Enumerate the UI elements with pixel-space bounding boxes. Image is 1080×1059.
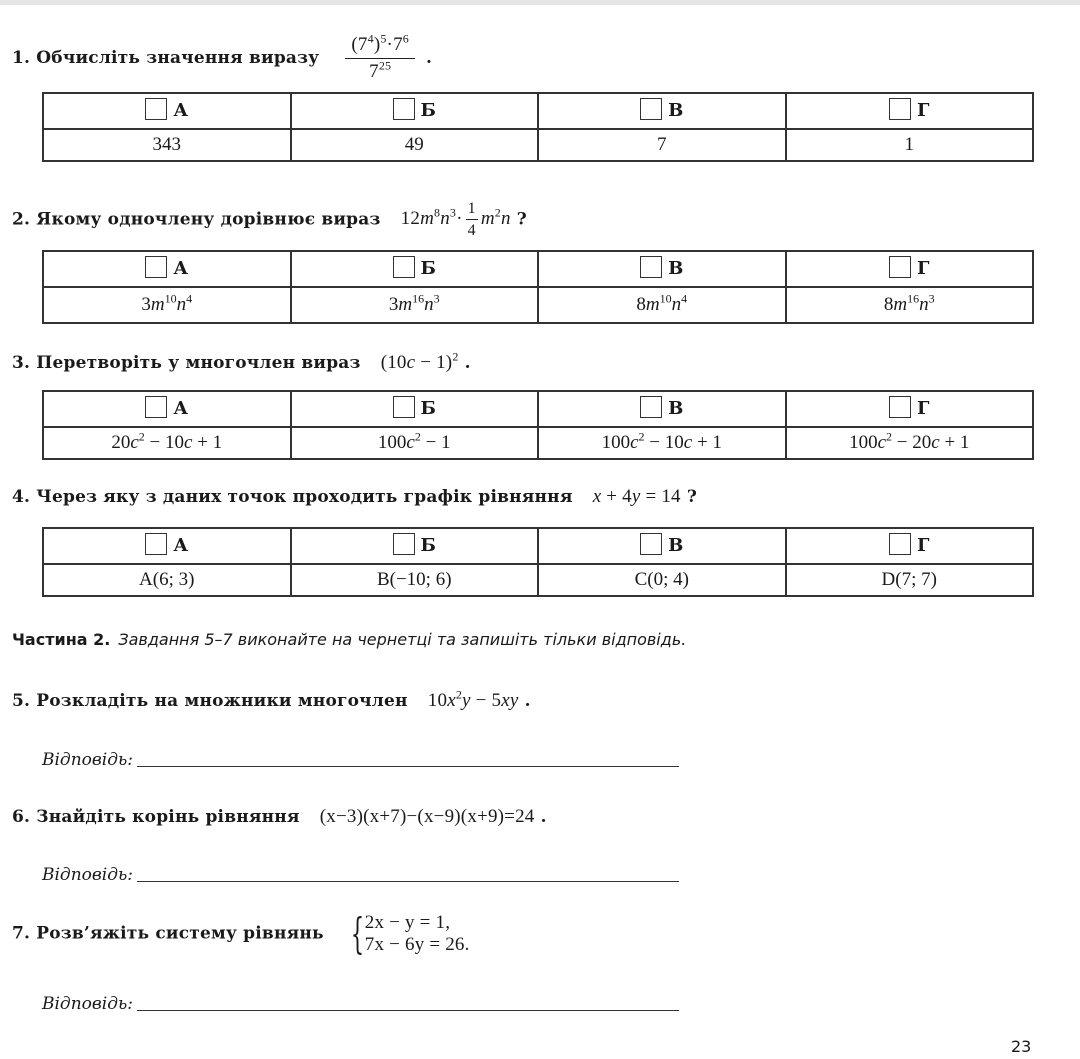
part-2-header	[12, 630, 686, 649]
task-1-answer-table	[42, 92, 1034, 162]
task-7-system	[365, 912, 470, 956]
system-line-1: 2x − y = 1,	[364, 912, 451, 933]
task-3-value-d: $100c^2 - 20c + 1$	[786, 427, 1034, 459]
task-3-option-b[interactable]: Б	[291, 391, 539, 427]
task-2-option-d[interactable]: Г	[786, 251, 1034, 287]
task-2-answer-table	[42, 250, 1034, 324]
checkbox[interactable]	[640, 396, 662, 418]
task-4-value-b: B(−10; 6)	[291, 564, 539, 596]
task-6-answer: Відповідь:	[42, 865, 679, 885]
task-4-option-a[interactable]: А	[43, 528, 291, 564]
checkbox[interactable]	[393, 396, 415, 418]
task-1-option-a[interactable]: А	[43, 93, 291, 129]
task-2-value-b: $3m^{16}n^3$	[291, 287, 539, 323]
task-3-answer-table	[42, 390, 1034, 460]
task-4-value-d: D(7; 7)	[786, 564, 1034, 596]
task-2-option-c[interactable]: В	[538, 251, 786, 287]
checkbox[interactable]	[393, 533, 415, 555]
task-6-equation: (x−3)(x+7)−(x−9)(x+9)=24	[319, 806, 535, 827]
task-6-prompt: 6. Знайдіть корінь рівняння (x−3)(x+7)−(x−9)(x+9)=24 .	[12, 806, 547, 827]
task-4-prompt: 4. Через яку з даних точок проходить графік рівняння x + 4y = 14 ?	[12, 486, 698, 507]
task-4-expression: x + 4y = 14	[592, 486, 681, 507]
task-1-expression: $\frac{(7^4)^5\cdot 7^6}{7^{25}}$	[339, 47, 426, 68]
task-4-option-c[interactable]: В	[538, 528, 786, 564]
checkbox[interactable]	[145, 256, 167, 278]
checkbox[interactable]	[640, 533, 662, 555]
task-3-value-b: $100c^2 - 1$	[291, 427, 539, 459]
task-4-value-a: A(6; 3)	[43, 564, 291, 596]
task-2-value-c: $8m^{10}n^4$	[538, 287, 786, 323]
task-1-value-d: 1	[786, 129, 1034, 161]
task-3-option-d[interactable]: Г	[786, 391, 1034, 427]
task-4-option-d[interactable]: Г	[786, 528, 1034, 564]
system-line-2: 7x − 6y = 26.	[364, 934, 470, 955]
task-2-prompt: 2. Якому одночлену дорівнює вираз $12m^8n^3\cdot$ $\frac{1}{4}$ $m^2n$ ?	[12, 200, 527, 239]
task-1-value-a: 343	[43, 129, 291, 161]
task-4-value-c: C(0; 4)	[538, 564, 786, 596]
answer-line[interactable]	[137, 766, 679, 767]
task-1-option-c[interactable]: В	[538, 93, 786, 129]
checkbox[interactable]	[145, 396, 167, 418]
task-3-option-a[interactable]: А	[43, 391, 291, 427]
page-number: 23	[1011, 1037, 1032, 1056]
task-5-expression: $10x^2y - 5xy$	[427, 687, 519, 711]
answer-line[interactable]	[137, 881, 679, 882]
task-5-prompt: 5. Розкладіть на множники многочлен $10x^2y - 5xy$ .	[12, 687, 531, 711]
task-3-option-c[interactable]: В	[538, 391, 786, 427]
part-2-instruction: Завдання 5–7 виконайте на чернетці та запишіть тільки відповідь.	[118, 630, 687, 649]
task-3-prompt: 3. Перетворіть у многочлен вираз $(10c - 1)^2$ .	[12, 349, 471, 373]
task-2-expression: $12m^8n^3\cdot$ $\frac{1}{4}$ $m^2n$	[400, 200, 511, 239]
task-7-answer: Відповідь:	[42, 994, 679, 1014]
task-4-answer-table	[42, 527, 1034, 597]
checkbox[interactable]	[889, 396, 911, 418]
task-1-option-d[interactable]: Г	[786, 93, 1034, 129]
task-3-expression: $(10c - 1)^2$	[380, 349, 459, 373]
task-2-option-b[interactable]: Б	[291, 251, 539, 287]
checkbox[interactable]	[889, 98, 911, 120]
task-1-value-c: 7	[538, 129, 786, 161]
task-1-value-b: 49	[291, 129, 539, 161]
checkbox[interactable]	[145, 533, 167, 555]
checkbox[interactable]	[145, 98, 167, 120]
task-2-value-d: $8m^{16}n^3$	[786, 287, 1034, 323]
checkbox[interactable]	[889, 533, 911, 555]
task-2-value-a: $3m^{10}n^4$	[43, 287, 291, 323]
task-7-prompt: 7. Розв’яжіть систему рівнянь {2x − y = 1, 7x − 6y = 26.	[12, 909, 470, 958]
checkbox[interactable]	[640, 256, 662, 278]
system-brace: {	[350, 909, 365, 958]
top-edge	[0, 0, 1080, 5]
checkbox[interactable]	[640, 98, 662, 120]
part-2-label: Частина 2.	[12, 630, 111, 649]
task-1-option-b[interactable]: Б	[291, 93, 539, 129]
task-3-value-c: $100c^2 - 10c + 1$	[538, 427, 786, 459]
checkbox[interactable]	[393, 98, 415, 120]
task-3-value-a: $20c^2 - 10c + 1$	[43, 427, 291, 459]
answer-line[interactable]	[137, 1010, 679, 1011]
checkbox[interactable]	[889, 256, 911, 278]
task-2-option-a[interactable]: А	[43, 251, 291, 287]
checkbox[interactable]	[393, 256, 415, 278]
task-1-prompt: 1. Обчисліть значення виразу $\frac{(7^4)^5\cdot 7^6}{7^{25}}$ .	[12, 31, 433, 82]
task-4-option-b[interactable]: Б	[291, 528, 539, 564]
task-5-answer: Відповідь:	[42, 750, 679, 770]
